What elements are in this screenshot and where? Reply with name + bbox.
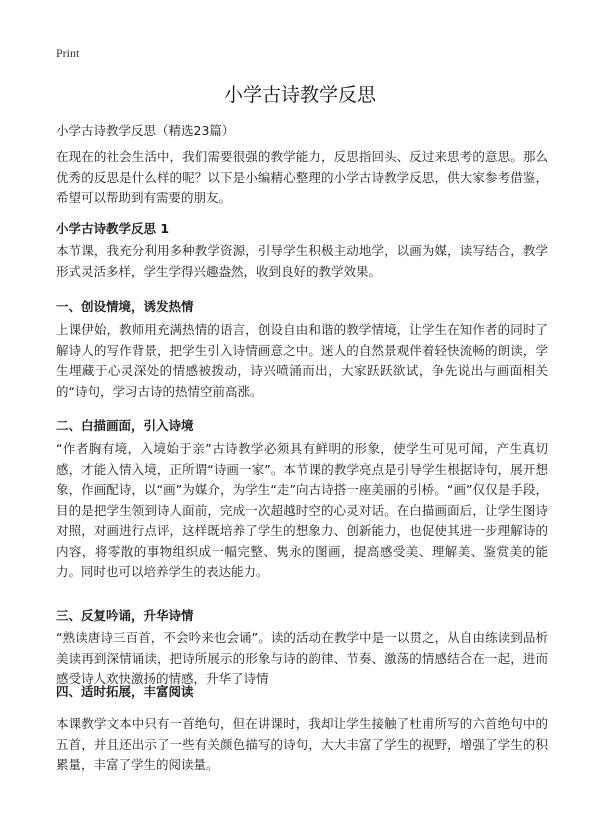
part-heading: 二、白描画面，引入诗境 xyxy=(56,418,194,433)
section-title: 小学古诗教学反思 1 xyxy=(56,221,170,236)
intro-paragraph: 在现在的社会生活中，我们需要很强的教学能力，反思指回头、反过来思考的意思。那么优秀的反思是什么样的呢？以下是小编精心整理的小学古诗教学反思，供大家参考借鉴，希望可以帮助到有需要的朋友。 xyxy=(56,149,548,205)
section-intro-paragraph: 本节课，我充分利用多种教学资源，引导学生积极主动地学，以画为媒，读写结合，教学形式灵活多样，学生学得兴趣盎然，收到良好的教学效果。 xyxy=(56,243,548,279)
part-body: 上课伊始，教师用充满热情的语言，创设自由和谐的教学情境，让学生在知作者的同时了解诗人的写作背景，把学生引入诗情画意之中。迷人的自然景观伴着轻快流畅的朗读，学生埋藏于心灵深处的情感被拨动，诗兴喷涌而出，大家跃跃欲试，争先说出与画面相关的“诗句，学习古诗的热情空前高涨。 xyxy=(56,322,548,399)
print-link[interactable]: Print xyxy=(56,46,80,60)
part-heading: 三、反复吟诵，升华诗情 xyxy=(56,608,194,623)
part-heading: 一、创设情境，诱发热情 xyxy=(56,299,194,314)
part-body: 本课教学文本中只有一首绝句，但在讲课时，我却让学生接触了杜甫所写的六首绝句中的五首，并且还出示了一些有关颜色描写的诗句，大大丰富了学生的视野，增强了学生的积累量，丰富了学生的阅读量。 xyxy=(56,716,548,772)
page-title: 小学古诗教学反思 xyxy=(223,84,376,106)
part-body: “熟读唐诗三百首，不会吟来也会诵”。读的活动在教学中是一以贯之，从自由练读到品析美读再到深情诵读，把诗所展示的形象与诗的韵律、节奏、激荡的情感结合在一起，进而感受诗人欢快激扬的情感，升华了诗情 xyxy=(56,630,548,686)
part-body: “作者胸有境，入境始于亲”古诗教学必须具有鲜明的形象，使学生可见可闻，产生真切感，才能入情入境，正所谓“诗画一家”。本节课的教学亮点是引导学生根据诗句，展开想象，作画配诗，以“画”为媒介，为学生“走”向古诗搭一座美丽的引桥。“画”仅仅是手段，目的是把学生领到诗人面前，完成一次超越时空的心灵对话。在白描画面后，让学生图诗对照，对画进行点评，这样既培养了学生的想象力、创新能力，也促使其进一步理解诗的内容，将零散的事物组织成一幅完整、隽永的图画，提高感受美、理解美、鉴赏美的能力。同时也可以培养学生的表达能力。 xyxy=(56,441,548,579)
part-heading: 四、适时拓展，丰富阅读 xyxy=(56,684,194,699)
subtitle: 小学古诗教学反思（精选23篇） xyxy=(56,123,235,138)
